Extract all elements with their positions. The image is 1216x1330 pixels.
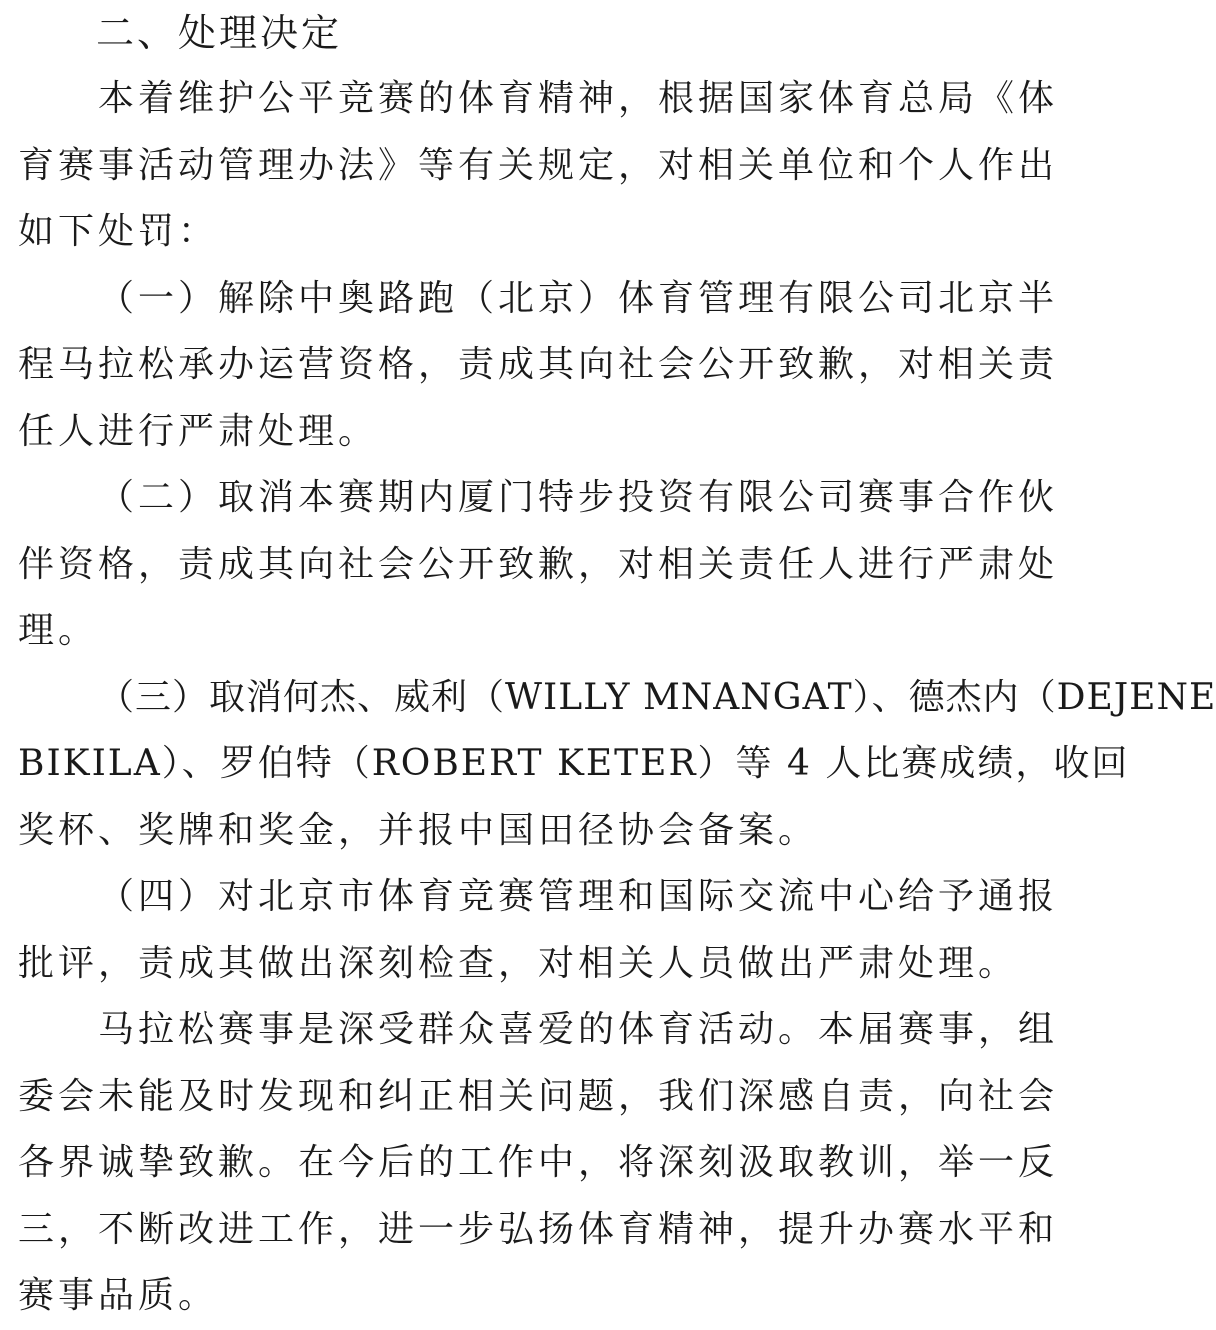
text-line: BIKILA）、罗伯特（ROBERT KETER）等 4 人比赛成绩，收回 (18, 743, 1130, 784)
text-line: 育赛事活动管理办法》等有关规定，对相关单位和个人作出 (18, 144, 1059, 186)
paragraph-item-4 (18, 864, 1059, 997)
text-line: 赛事品质。 (18, 1275, 219, 1316)
text-line: 奖杯、奖牌和奖金，并报中国田径协会备案。 (18, 809, 819, 851)
text-line: 如下处罚： (18, 211, 219, 252)
text-line: （二）取消本赛期内厦门特步投资有限公司赛事合作伙 (98, 477, 1059, 518)
text-line: 理。 (18, 610, 99, 651)
paragraph-item-2 (18, 465, 1059, 665)
paragraph-closing (18, 997, 1059, 1330)
text-line: 各界诚挚致歉。在今后的工作中，将深刻汲取教训，举一反 (18, 1142, 1059, 1183)
text-line: 任人进行严肃处理。 (18, 410, 379, 452)
text-line: 委会未能及时发现和纠正相关问题，我们深感自责，向社会 (18, 1075, 1059, 1117)
text-line: （一）解除中奥路跑（北京）体育管理有限公司北京半 (98, 277, 1059, 319)
section-heading: 二、处理决定 (96, 11, 343, 55)
text-line: （三）取消何杰、威利（WILLY MNANGAT）、德杰内（DEJENE (98, 676, 1216, 718)
text-line: 程马拉松承办运营资格，责成其向社会公开致歉，对相关责 (18, 344, 1059, 385)
paragraph-item-3 (18, 665, 1216, 865)
text-line: 本着维护公平竞赛的体育精神，根据国家体育总局《体 (98, 78, 1059, 119)
text-line: 伴资格，责成其向社会公开致歉，对相关责任人进行严肃处 (18, 543, 1059, 585)
paragraph-intro (18, 66, 1059, 266)
text-line: 三，不断改进工作，进一步弘扬体育精神，提升办赛水平和 (18, 1208, 1059, 1250)
text-line: 马拉松赛事是深受群众喜爱的体育活动。本届赛事，组 (98, 1009, 1059, 1050)
text-line: 批评，责成其做出深刻检查，对相关人员做出严肃处理。 (18, 942, 1019, 984)
paragraph-item-1 (18, 266, 1059, 466)
text-line: （四）对北京市体育竞赛管理和国际交流中心给予通报 (98, 876, 1059, 917)
